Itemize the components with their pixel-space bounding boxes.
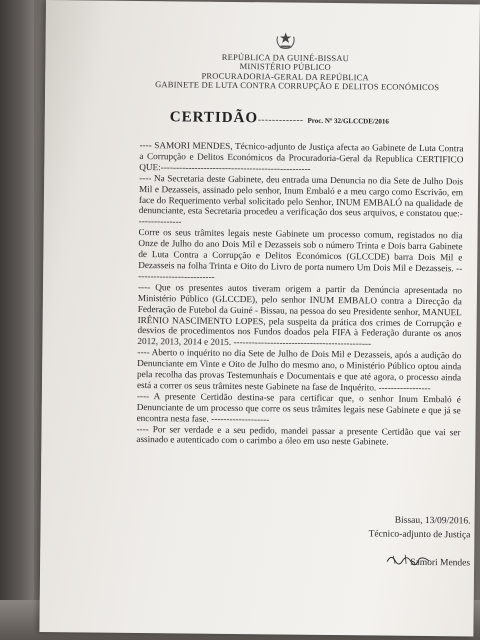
header-country: REPÚBLICA DA GUINÉ-BISSAU: [221, 51, 350, 63]
title-dashes: -------------: [258, 114, 304, 125]
paragraph-inquiry: ---- Aberto o inquérito no dia Sete de Julho de Dois Mil e Dezasseis, após a audição do Denunciante em Vinte e Oito de Julho do mesmo ano, o Ministério Público optou ainda pela recolha das provas Testemunhais e Documentais e que até agora, o processo ainda está a correr os seus trâmites neste Gabinete na fase de Inquérito. -----------------: [136, 347, 462, 393]
place-date: Bissau, 13/09/2016.: [394, 515, 471, 527]
header-ministry: MINISTÉRIO PÚBLICO: [239, 61, 331, 72]
document-title: CERTIDÃO: [169, 109, 259, 127]
letterhead: [155, 29, 440, 93]
background-left-shadow: [0, 0, 34, 640]
handwritten-signature: [385, 552, 435, 567]
paragraph-certifier: ---- SAMORI MENDES, Técnico-adjunto de Justiça afecta ao Gabinete de Luta Contra a Corrupção e Delitos Económicos da Procuradoria-Geral da Republica CERTIFICO QUE:-------------------------------------------------: [139, 139, 464, 174]
paragraph-purpose: ---- A presente Certidão destina-se para certificar que, o senhor Inum Embaló é Denunciante de um processo que corre os seus trâmites legais nese Gabinete e que já se encontra nesta fase. -------------------: [136, 390, 461, 425]
paragraph-origin: ---- Que os presentes autos tiveram origem a partir da Denúncia apresentada no Ministério Público (GLCCDE), pelo senhor INUM EMBALO contra a Direcção da Federação de Futebol da Guiné - Bissau, na pessoa do seu Presidente senhor, MANUEL IRÊNIO NASCIMENTO LOPES, pela suspeita da prática dos crimes de Corrupção e desvios de procedimentos nos Fundos doados pela FIFA à Federação durante os anos 2012, 2013, 2014 e 2015. ---------------------------------------------: [137, 281, 463, 349]
header-procuradoria: PROCURADORIA-GERAL DA REPÚBLICA: [201, 70, 369, 82]
header-gabinete: GABINETE DE LUTA CONTRA CORRUPÇÃO E DELITOS ECONÓMICOS: [155, 79, 440, 93]
paragraph-process: Corre os seus trâmites legais neste Gabinete um processo comum, registados no dia Onze de Julho do ano Dois Mil e Dezasseis sob o número Trinta e Dois barra Gabinete de Luta Contra a Corrupção e Delitos Económicos (GLCCDE) barra Dois Mil e Dezasseis na folha Trinta e Oito do Livro de porta numero Um Dois Mil e Dezasseis. ---------------------------: [138, 227, 463, 282]
signer-name: Samori Mendes: [410, 557, 471, 569]
title-row: [170, 108, 470, 129]
process-number: Proc. Nº 32/GLCCDE/2016: [307, 116, 389, 126]
paragraph-denuncia: ---- Na Secretaria deste Gabinete, deu entrada uma Denuncia no dia Sete de Julho Dois Mil e Dezasseis, assinado pelo senhor, Inum Embaló e a meu cargo como Escrivão, em face do Requerimento verbal solicitado pelo Senhor, INUM EMBALÓ na qualidade de denunciante, esta Secretaria procedeu a verificação dos seus arquivos, e constatou que:---------------: [138, 172, 464, 227]
national-emblem-icon: [274, 30, 296, 50]
certificate-page: [39, 0, 480, 637]
signer-role: Técnico-adjunto de Justiça: [368, 529, 471, 541]
paragraph-closing: ---- Por ser verdade e a seu pedido, mandei passar a presente Certidão que vai ser assinado e autenticado com o carimbo a óleo em uso neste Gabinete.: [136, 423, 461, 448]
certificate-body: [136, 140, 463, 449]
